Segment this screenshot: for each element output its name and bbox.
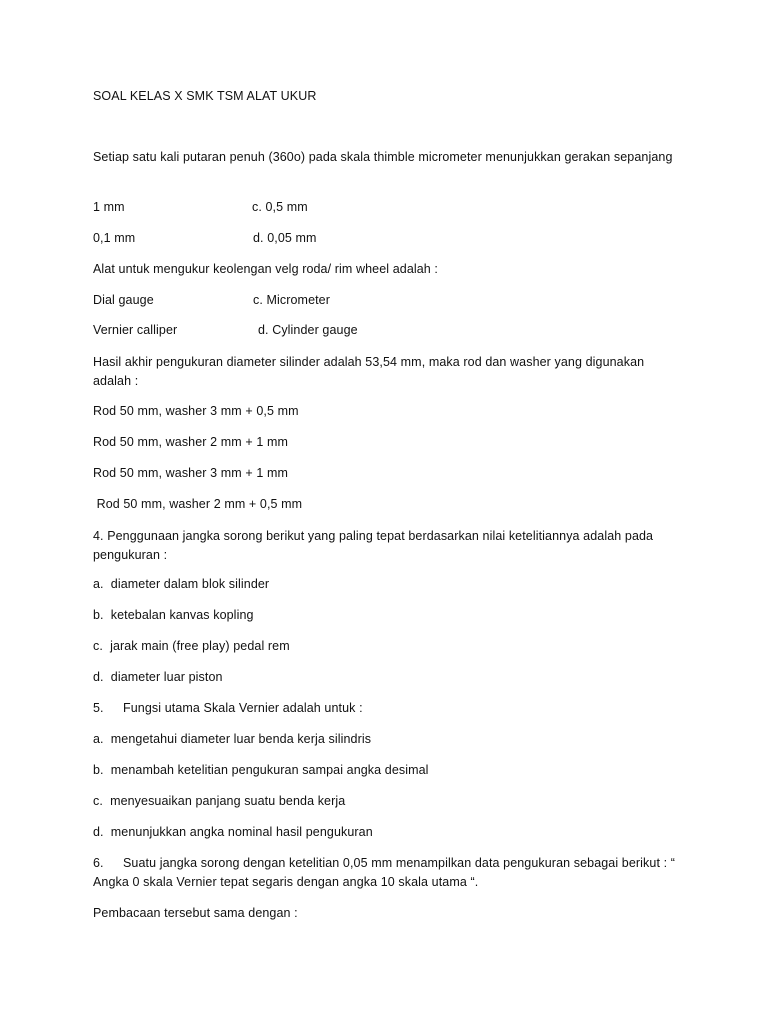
question-4-option: c. jarak main (free play) pedal rem [93, 639, 290, 653]
question-3-text: Hasil akhir pengukuran diameter silinder adalah 53,54 mm, maka rod dan washer yang digunakan adalah : [93, 355, 645, 388]
question-3-option: Rod 50 mm, washer 2 mm + 0,5 mm [93, 497, 303, 511]
question-6-followup: Pembacaan tersebut sama dengan : [93, 906, 298, 920]
document-title: SOAL KELAS X SMK TSM ALAT UKUR [93, 89, 317, 103]
question-5-heading [93, 700, 363, 717]
question-2-option-a: Dial gauge [93, 293, 154, 307]
question-6-text: Suatu jangka sorong dengan ketelitian 0,05 mm menampilkan data pengukuran sebagai berikut : “ Angka 0 skala Vernier tepat segaris dengan angka 10 skala utama “. [93, 856, 676, 889]
question-5-text: Fungsi utama Skala Vernier adalah untuk : [123, 701, 363, 715]
question-2-option-b: Vernier calliper [93, 323, 178, 337]
question-1-option-b: 0,1 mm [93, 231, 136, 245]
question-4-option: b. ketebalan kanvas kopling [93, 608, 254, 622]
question-5-option: d. menunjukkan angka nominal hasil pengukuran [93, 825, 373, 839]
question-5-option: b. menambah ketelitian pengukuran sampai angka desimal [93, 763, 429, 777]
question-1-option-a: 1 mm [93, 200, 125, 214]
question-4-option: d. diameter luar piston [93, 670, 223, 684]
question-4-text: 4. Penggunaan jangka sorong berikut yang paling tepat berdasarkan nilai ketelitiannya adalah pada pengukuran : [93, 529, 654, 562]
question-5-option: a. mengetahui diameter luar benda kerja silindris [93, 732, 372, 746]
question-1-text: Setiap satu kali putaran penuh (360o) pada skala thimble micrometer menunjukkan gerakan sepanjang [93, 150, 673, 164]
question-3-option: Rod 50 mm, washer 3 mm + 1 mm [93, 466, 288, 480]
question-5-number: 5. [93, 701, 104, 715]
question-3-option: Rod 50 mm, washer 2 mm + 1 mm [93, 435, 288, 449]
question-6-number: 6. [93, 856, 104, 870]
question-2-option-c: c. Micrometer [253, 293, 331, 307]
question-2-option-d: d. Cylinder gauge [258, 323, 358, 337]
question-4-option: a. diameter dalam blok silinder [93, 577, 270, 591]
question-1-option-c: c. 0,5 mm [252, 200, 308, 214]
question-6-text-block [93, 854, 678, 892]
question-3-option: Rod 50 mm, washer 3 mm + 0,5 mm [93, 404, 299, 418]
question-1-option-d: d. 0,05 mm [253, 231, 317, 245]
question-2-text: Alat untuk mengukur keolengan velg roda/ rim wheel adalah : [93, 262, 438, 276]
question-5-option: c. menyesuaikan panjang suatu benda kerja [93, 794, 346, 808]
